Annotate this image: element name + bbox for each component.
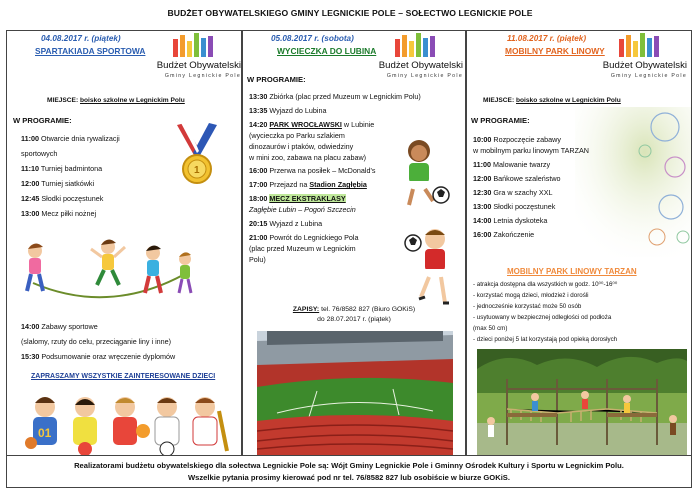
event-title: WYCIECZKA DO LUBINA	[277, 46, 377, 56]
program-row: Polu)	[249, 254, 266, 264]
logo-name: Budżet Obywatelski	[378, 60, 463, 71]
program-row: dinozaurów i ptaków, odwiedziny	[249, 141, 354, 151]
park-info-item: (max 50 cm)	[473, 325, 508, 332]
program-row: (plac przed Muzeum w Legnickim	[249, 243, 356, 253]
place-line	[47, 97, 185, 104]
program-row: 14:00 Letnia dyskoteka	[473, 216, 548, 225]
program-row: 12:00 Bańkowe szaleństwo	[473, 174, 561, 183]
program-heading: W PROGRAMIE:	[247, 75, 306, 84]
park-info-list	[473, 279, 617, 345]
event-title: SPARTAKIADA SPORTOWA	[35, 46, 146, 56]
place-label: MIEJSCE:	[47, 97, 79, 104]
park-subtitle: MOBILNY PARK LINOWY TARZAN	[507, 267, 637, 276]
stadium-photo	[257, 331, 453, 455]
rope-park-photo	[477, 349, 687, 455]
event-date: 04.08.2017 r. (piątek)	[41, 34, 121, 43]
program-heading: W PROGRAMIE:	[471, 116, 530, 125]
program-row: (slalomy, rzuty do celu, przeciąganie liny i inne)	[21, 337, 172, 346]
park-info-item: - atrakcja dostępna dla wszystkich w godz. 10⁰⁰-16⁰⁰	[473, 281, 618, 288]
signup-info	[243, 305, 465, 325]
svg-text:1: 1	[194, 165, 200, 176]
park-info-item: - jednocześnie korzystać może 50 osób	[473, 303, 582, 310]
program-row: w mini zoo, zabawa na placu zabaw)	[249, 152, 367, 162]
footer	[6, 456, 692, 488]
soccer-player-girl-image	[397, 135, 455, 209]
footer-line: Wszelkie pytania prosimy kierować pod nr tel. 76/8582 827 lub osobiście w biurze GOKiS.	[187, 473, 510, 482]
program-row: 16:00 Zakończenie	[473, 230, 535, 239]
budget-logo	[371, 31, 461, 91]
program-row: 11:10 Turniej badmintona	[21, 164, 103, 173]
signup-deadline: do 28.07.2017 r. (piątek)	[317, 316, 391, 323]
program-row: 10:00 Rozpoczęcie zabawy	[473, 135, 561, 144]
park-info-item: - usytuowany w bezpiecznej odległości od podłoża	[473, 314, 612, 321]
svg-text:01: 01	[38, 426, 52, 440]
program-row: 15:30 Podsumowanie oraz wręczenie dyplomów	[21, 352, 176, 361]
program-row: 14:00 Zabawy sportowe	[21, 322, 98, 331]
footer-line: Realizatorami budżetu obywatelskiego dla sołectwa Legnickie Pole są: Wójt Gminy Legnickie Pole i Gminny Ośrodek Kultury i Sportu w Legnickim Polu.	[74, 461, 624, 470]
budget-logo	[595, 31, 685, 91]
event-date: 05.08.2017 r. (sobota)	[271, 34, 354, 43]
program-row: 21:00 Powrót do Legnickiego Pola	[249, 232, 359, 242]
place-line	[483, 97, 621, 104]
budget-logo-icon	[617, 33, 665, 57]
program-row: 12:30 Gra w szachy XXL	[473, 188, 553, 197]
place-label: MIEJSCE:	[483, 97, 515, 104]
program-row: 16:00 Przerwa na posiłek – McDonald's	[249, 166, 376, 176]
program-heading: W PROGRAMIE:	[13, 116, 72, 125]
event-date: 11.08.2017 r. (piątek)	[507, 34, 587, 43]
logo-name: Budżet Obywatelski	[156, 60, 241, 71]
medal-icon	[171, 123, 223, 187]
place-value: boisko szkolne w Legnickim Polu	[80, 97, 185, 104]
program-row: 13:00 Mecz piłki nożnej	[21, 209, 97, 218]
park-info-item: - korzystać mogą dzieci, młodzież i dorośli	[473, 292, 589, 299]
column-spartakiada	[6, 30, 242, 456]
logo-sub: Gminy Legnickie Pole	[164, 73, 241, 79]
program-row: 11:00 Malowanie twarzy	[473, 160, 551, 169]
park-info-item: - dzieci poniżej 5 lat korzystają pod opieką dorosłych	[473, 336, 618, 343]
program-list-2	[21, 321, 175, 362]
program-row: 17:00 Przejazd na Stadion Zagłębia	[249, 180, 367, 190]
program-row: 11:00 Otwarcie dnia rywalizacji	[21, 134, 120, 143]
program-row: sportowych	[21, 149, 58, 158]
program-row: 12:00 Turniej siatkówki	[21, 179, 95, 188]
budget-logo-icon	[393, 33, 441, 57]
program-row: 18:00 MECZ EKSTRAKLASY	[249, 194, 346, 204]
program-row: 13:30 Zbiórka (plac przed Muzeum w Legnickim Polu)	[249, 92, 421, 101]
budget-logo	[149, 31, 239, 91]
program-row: w mobilnym parku linowym TARZAN	[473, 146, 589, 155]
logo-name: Budżet Obywatelski	[602, 60, 687, 71]
program-row: 13:35 Wyjazd do Lubina	[249, 105, 327, 115]
program-row: 20:15 Wyjazd z Lubina	[249, 219, 323, 229]
soccer-player-boy-image	[399, 225, 459, 309]
program-row: 13:00 Słodki poczęstunek	[473, 202, 556, 211]
program-row: Zagłębie Lubin – Pogoń Szczecin	[249, 205, 356, 215]
kids-sports-group-image	[23, 391, 229, 456]
program-list	[249, 89, 421, 266]
program-list	[21, 133, 120, 219]
program-row: (wycieczka po Parku szlakiem	[249, 130, 345, 140]
place-value: boisko szkolne w Legnickim Polu	[516, 97, 621, 104]
page-title: BUDŻET OBYWATELSKIEGO GMINY LEGNICKIE POLE – SOŁECTWO LEGNICKIE POLE	[167, 8, 533, 18]
column-wycieczka	[242, 30, 466, 456]
event-title: MOBILNY PARK LINOWY	[505, 46, 605, 56]
program-list	[473, 131, 589, 240]
poster	[4, 4, 696, 490]
logo-sub: Gminy Legnickie Pole	[610, 73, 687, 79]
program-row: 12:45 Słodki poczęstunek	[21, 194, 104, 203]
bubbles-photo	[575, 107, 691, 257]
invite-text: ZAPRASZAMY WSZYSTKIE ZAINTERESOWANE DZIECI	[31, 373, 216, 380]
jumping-rope-kids-image	[13, 235, 203, 305]
column-park-linowy	[466, 30, 692, 456]
program-row: 14:20 PARK WROCŁAWSKI w Lubinie	[249, 119, 375, 129]
logo-sub: Gminy Legnickie Pole	[386, 73, 463, 79]
budget-logo-icon	[171, 33, 219, 57]
signup-line: ZAPISY: tel. 76/8582 827 (Biuro GOKiS)	[292, 306, 416, 313]
